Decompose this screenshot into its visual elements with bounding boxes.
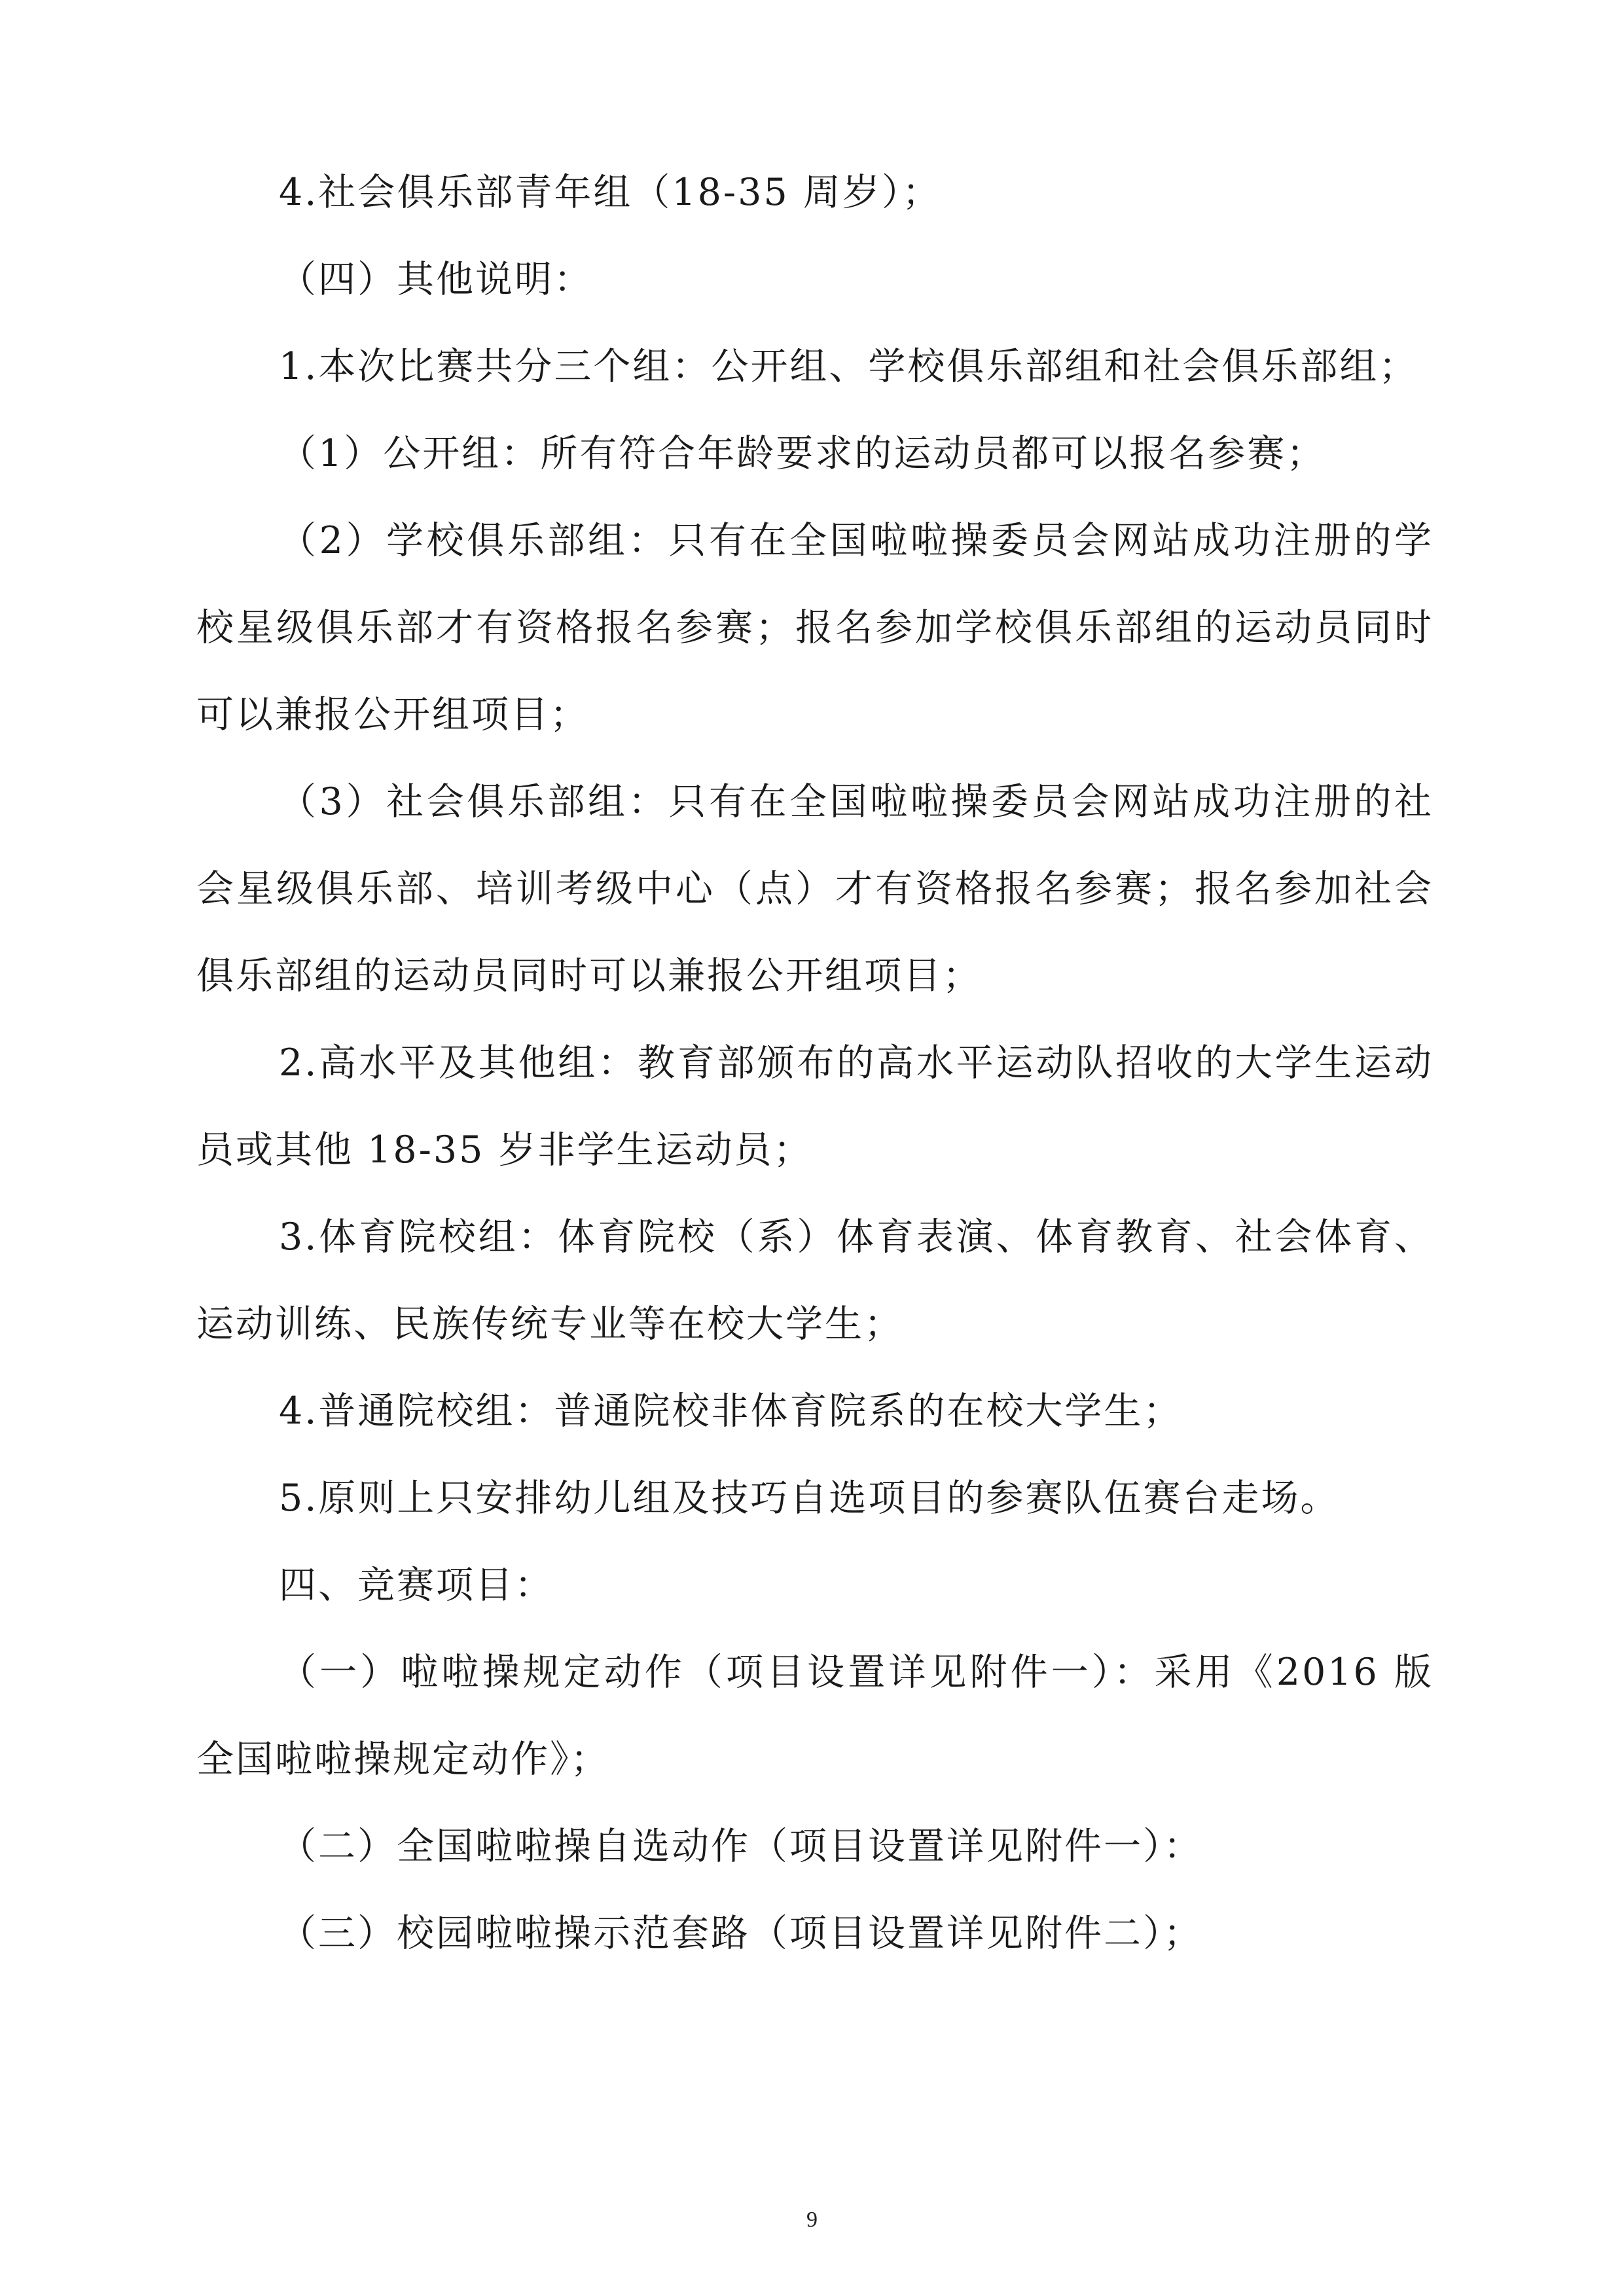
page-number: 9 (806, 2208, 818, 2232)
paragraph-social-club-group: （3）社会俱乐部组：只有在全国啦啦操委员会网站成功注册的社会星级俱乐部、培训考级中心（点）才有资格报名参赛；报名参加社会俱乐部组的运动员同时可以兼报公开组项目； (196, 780, 1434, 997)
paragraph-three-groups: 1.本次比赛共分三个组：公开组、学校俱乐部组和社会俱乐部组； (279, 345, 1418, 388)
paragraph-high-level-group: 2.高水平及其他组：教育部颁布的高水平运动队招收的大学生运动员或其他 18-35 岁非学生运动员； (196, 1041, 1434, 1172)
heading-other-notes: （四）其他说明： (279, 258, 593, 301)
paragraph-open-group: （1）公开组：所有符合年龄要求的运动员都可以报名参赛； (279, 432, 1326, 475)
paragraph-general-college-group: 4.普通院校组：普通院校非体育院系的在校大学生； (279, 1390, 1183, 1433)
paragraph-sports-college-group: 3.体育院校组：体育院校（系）体育表演、体育教育、社会体育、运动训练、民族传统专业等在校大学生； (196, 1215, 1434, 1346)
paragraph-youth-club-group: 4.社会俱乐部青年组（18-35 周岁）； (279, 171, 942, 214)
document-body (196, 149, 1434, 1977)
paragraph-compulsory-routines: （一）啦啦操规定动作（项目设置详见附件一）：采用《2016 版全国啦啦操规定动作》； (196, 1651, 1434, 1781)
paragraph-campus-demo-routines: （三）校园啦啦操示范套路（项目设置详见附件二）； (279, 1912, 1203, 1955)
paragraph-stage-walkthrough: 5.原则上只安排幼儿组及技巧自选项目的参赛队伍赛台走场。 (279, 1477, 1340, 1520)
paragraph-optional-routines: （二）全国啦啦操自选动作（项目设置详见附件一）： (279, 1825, 1203, 1868)
heading-competition-events: 四、竞赛项目： (279, 1564, 554, 1607)
paragraph-school-club-group: （2）学校俱乐部组：只有在全国啦啦操委员会网站成功注册的学校星级俱乐部才有资格报名参赛；报名参加学校俱乐部组的运动员同时可以兼报公开组项目； (196, 519, 1434, 736)
